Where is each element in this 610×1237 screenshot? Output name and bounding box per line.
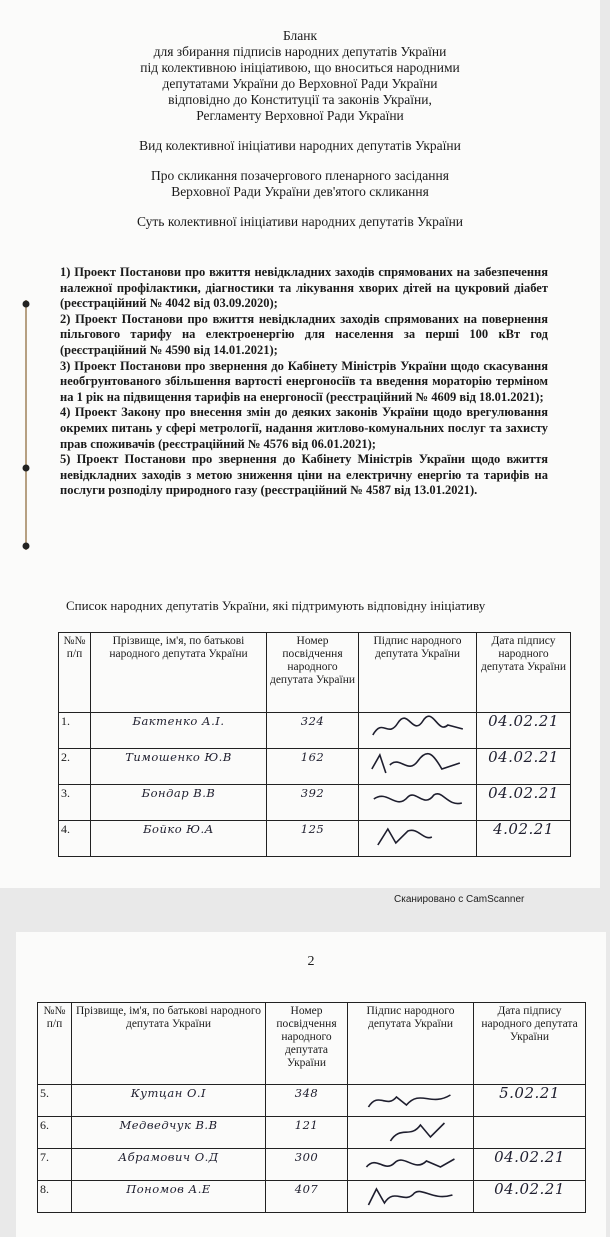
- signature: [348, 1117, 474, 1149]
- header-line: Регламенту Верховної Ради України: [196, 108, 404, 123]
- deputy-name: Кутцан О.І: [72, 1085, 266, 1117]
- sign-date: 04.02.21: [477, 713, 571, 749]
- signature: [359, 821, 477, 857]
- supporters-list-title: Список народних депутатів України, які підтримують відповідну ініціативу: [66, 598, 486, 613]
- deputy-name: Бондар В.В: [91, 785, 267, 821]
- row-num: 6.: [38, 1117, 72, 1149]
- subject-line: Верховної Ради України дев'ятого скликання: [171, 184, 429, 199]
- cert-number: 162: [267, 749, 359, 785]
- row-num: 2.: [59, 749, 91, 785]
- row-num: 7.: [38, 1149, 72, 1181]
- col-header-name: Прізвище, ім'я, по батькові народного депутата України: [72, 1003, 266, 1085]
- table-row: [38, 1181, 586, 1213]
- deputy-name: Тимошенко Ю.В: [91, 749, 267, 785]
- initiative-essence-title: Суть колективної ініціативи народних депутатів України: [136, 214, 464, 229]
- signature: [359, 713, 477, 749]
- table-row: [59, 785, 571, 821]
- row-num: 1.: [59, 713, 91, 749]
- header-line: Бланк: [282, 28, 318, 43]
- col-header-num: №№ п/п: [59, 633, 91, 713]
- signature-table-page-2: [37, 1002, 586, 1213]
- row-num: 8.: [38, 1181, 72, 1213]
- table-row: [59, 749, 571, 785]
- col-header-date: Дата підпису народного депутата України: [474, 1003, 586, 1085]
- cert-number: 121: [266, 1117, 348, 1149]
- cert-number: 392: [267, 785, 359, 821]
- sign-date: [474, 1117, 586, 1149]
- sign-date: 5.02.21: [474, 1085, 586, 1117]
- table-row: [59, 821, 571, 857]
- sign-date: 4.02.21: [477, 821, 571, 857]
- scanner-watermark: Сканировано с CamScanner: [394, 894, 525, 905]
- col-header-cert: Номер посвідчення народного депутата України: [266, 1003, 348, 1085]
- initiative-items: [60, 265, 548, 499]
- initiative-item: 5) Проект Постанови про звернення до Кабінету Міністрів України щодо вжиття невідкладних заходів з метою зниження ціни на електричну енергію та тарифів на послуги розподілу природного газу (реєстраційний № 4587 від 13.01.2021).: [60, 452, 548, 498]
- form-header: [0, 28, 600, 230]
- cert-number: 300: [266, 1149, 348, 1181]
- signature: [359, 785, 477, 821]
- header-line: під колективною ініціативою, що вноситься народними: [140, 60, 460, 75]
- table-row: [38, 1149, 586, 1181]
- col-header-signature: Підпис народного депутата України: [348, 1003, 474, 1085]
- sign-date: 04.02.21: [474, 1181, 586, 1213]
- signature: [348, 1149, 474, 1181]
- cert-number: 348: [266, 1085, 348, 1117]
- initiative-item: 1) Проект Постанови про вжиття невідкладних заходів спрямованих на забезпечення належної профілактики, діагностики та лікування хворих дітей на цукровий діабет (реєстраційний № 4042 від 03.09.2020);: [60, 265, 548, 311]
- header-line: відповідно до Конституції та законів України,: [168, 92, 432, 107]
- row-num: 5.: [38, 1085, 72, 1117]
- col-header-signature: Підпис народного депутата України: [359, 633, 477, 713]
- signature: [348, 1085, 474, 1117]
- table-row: [38, 1085, 586, 1117]
- col-header-date: Дата підпису народного депутата України: [477, 633, 571, 713]
- col-header-cert: Номер посвідчення народного депутата України: [267, 633, 359, 713]
- header-line: депутатами України до Верховної Ради України: [162, 76, 438, 91]
- cert-number: 324: [267, 713, 359, 749]
- page-number: 2: [307, 954, 315, 969]
- signature: [359, 749, 477, 785]
- deputy-name: Бактенко А.І.: [91, 713, 267, 749]
- deputy-name: Медведчук В.В: [72, 1117, 266, 1149]
- binding-string: [22, 300, 30, 550]
- col-header-num: №№ п/п: [38, 1003, 72, 1085]
- cert-number: 125: [267, 821, 359, 857]
- sign-date: 04.02.21: [477, 749, 571, 785]
- table-row: [38, 1117, 586, 1149]
- col-header-name: Прізвище, ім'я, по батькові народного депутата України: [91, 633, 267, 713]
- sign-date: 04.02.21: [474, 1149, 586, 1181]
- initiative-item: 4) Проект Закону про внесення змін до деяких законів України щодо врегулювання окремих питань у сфері метрології, надання житлово-комунальних послуг та захисту прав споживачів (реєстраційний № 4576 від 06.01.2021);: [60, 405, 548, 451]
- row-num: 3.: [59, 785, 91, 821]
- sign-date: 04.02.21: [477, 785, 571, 821]
- deputy-name: Пономов А.Е: [72, 1181, 266, 1213]
- deputy-name: Абрамович О.Д: [72, 1149, 266, 1181]
- header-line: для збирання підписів народних депутатів України: [153, 44, 447, 59]
- cert-number: 407: [266, 1181, 348, 1213]
- initiative-item: 2) Проект Постанови про вжиття невідкладних заходів спрямованих на повернення пільгового тарифу на електроенергію для населення за перші 100 кВт год (реєстраційний № 4590 від 14.01.2021);: [60, 311, 548, 357]
- table-row: [59, 713, 571, 749]
- initiative-item: 3) Проект Постанови про звернення до Кабінету Міністрів України щодо скасування необгрунтованого збільшення вартості енергоносіїв та введення мораторію терміном на 1 рік на підвищення тарифів на енергоносії (реєстраційний № 4609 від 18.01.2021);: [60, 358, 548, 404]
- row-num: 4.: [59, 821, 91, 857]
- signature-table: [58, 632, 571, 857]
- signature: [348, 1181, 474, 1213]
- initiative-kind-title: Вид колективної ініціативи народних депутатів України: [139, 138, 461, 153]
- subject-line: Про скликання позачергового пленарного засідання: [151, 168, 449, 183]
- deputy-name: Бойко Ю.А: [91, 821, 267, 857]
